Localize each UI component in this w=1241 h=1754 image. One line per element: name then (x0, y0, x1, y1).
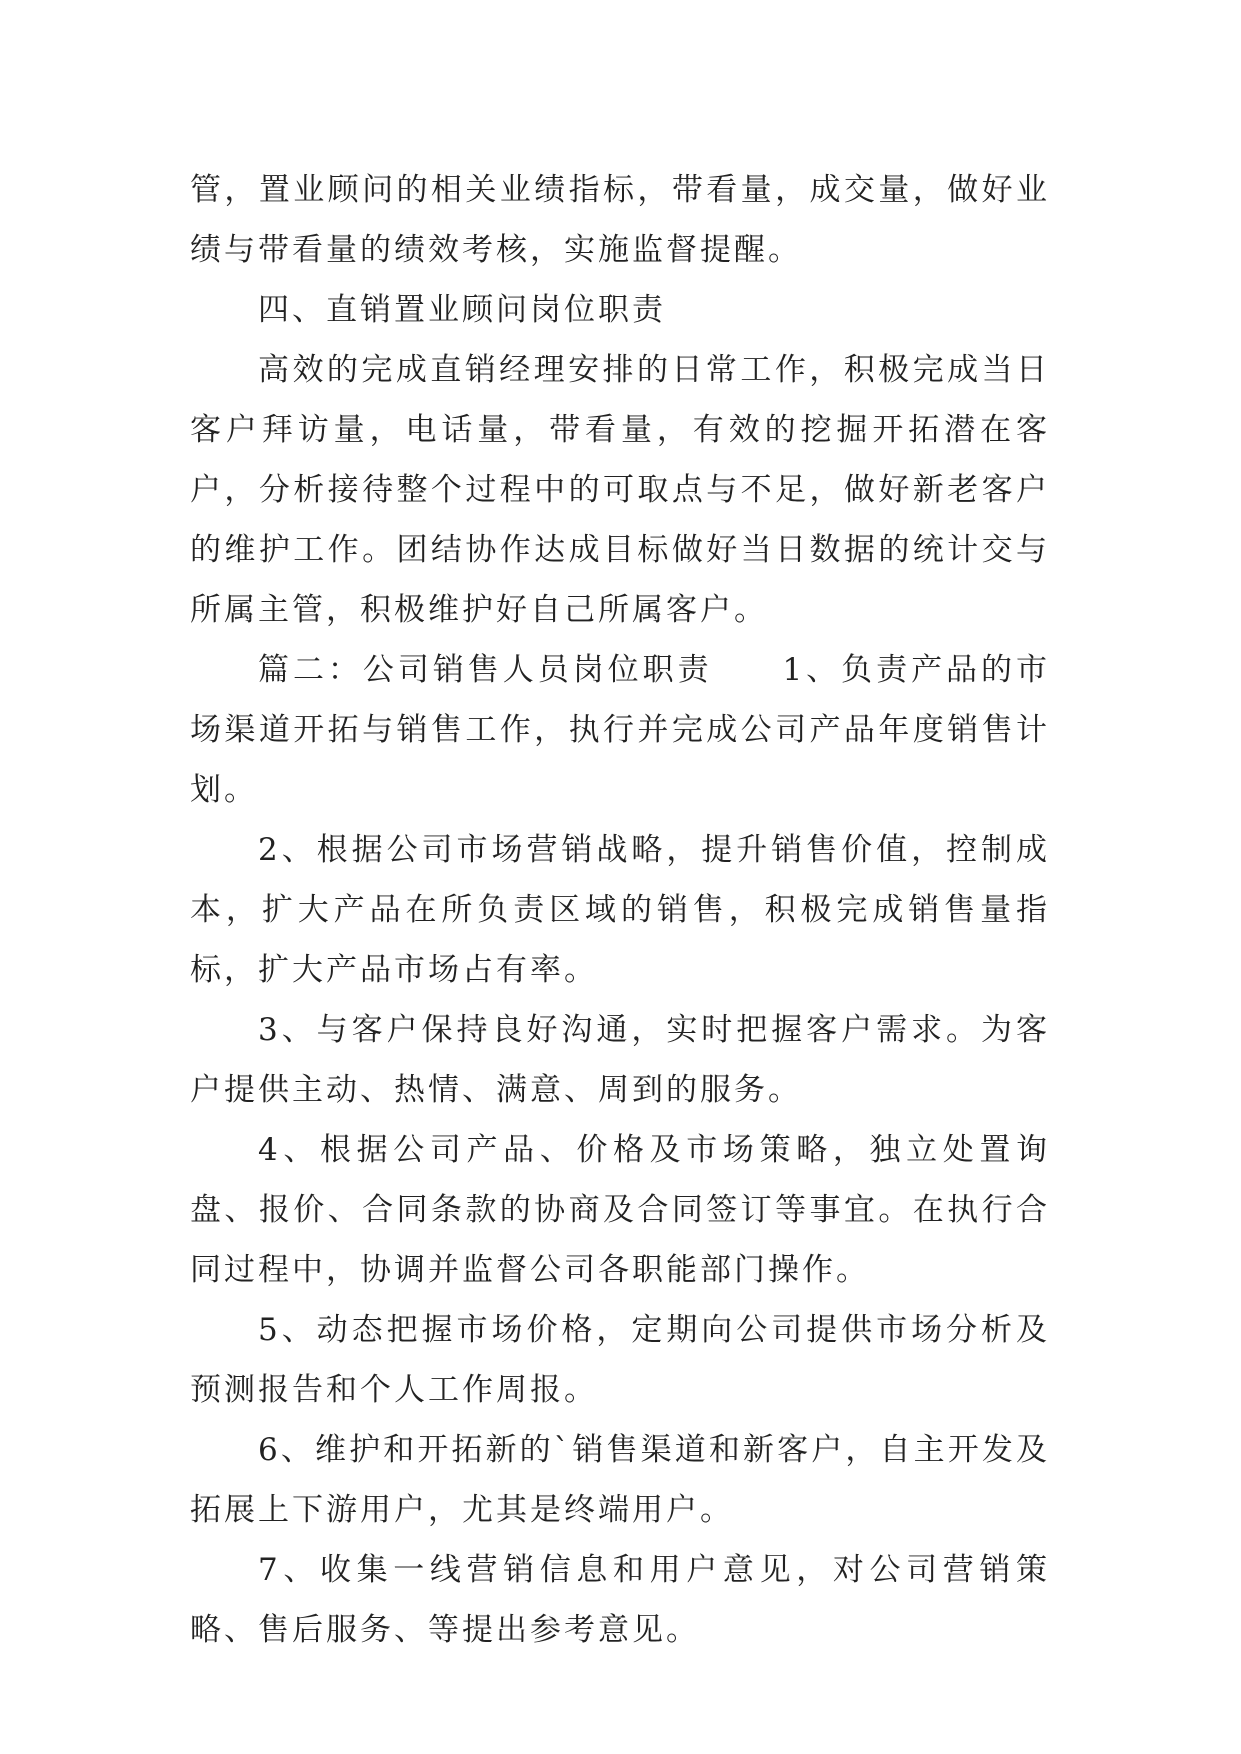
paragraph-item-7: 7、收集一线营销信息和用户意见，对公司营销策略、售后服务、等提出参考意见。 (190, 1552, 1050, 1648)
paragraph-item-6: 6、维护和开拓新的`销售渠道和新客户，自主开发及拓展上下游用户，尤其是终端用户。 (190, 1432, 1050, 1528)
paragraph-sales-consultant-duties: 高效的完成直销经理安排的日常工作，积极完成当日客户拜访量，电话量，带看量，有效的挖掘开拓潜在客户，分析接待整个过程中的可取点与不足，做好新老客户的维护工作。团结协作达成目标做好当日数据的统计交与所属主管，积极维护好自己所属客户。 (190, 352, 1050, 628)
paragraph-item-5: 5、动态把握市场价格，定期向公司提供市场分析及预测报告和个人工作周报。 (190, 1312, 1050, 1408)
paragraph-item-4: 4、根据公司产品、价格及市场策略，独立处置询盘、报价、合同条款的协商及合同签订等事宜。在执行合同过程中，协调并监督公司各职能部门操作。 (190, 1132, 1050, 1288)
paragraph-continuation: 管，置业顾问的相关业绩指标，带看量，成交量，做好业绩与带看量的绩效考核，实施监督提醒。 (190, 172, 1050, 268)
paragraph-part-two-item-1: 篇二：公司销售人员岗位职责 1、负责产品的市场渠道开拓与销售工作，执行并完成公司产品年度销售计划。 (190, 652, 1050, 808)
section-heading: 四、直销置业顾问岗位职责 (258, 292, 666, 328)
document-body (190, 160, 1050, 1660)
paragraph-item-2: 2、根据公司市场营销战略，提升销售价值，控制成本，扩大产品在所负责区域的销售，积极完成销售量指标，扩大产品市场占有率。 (190, 832, 1050, 988)
paragraph-item-3: 3、与客户保持良好沟通，实时把握客户需求。为客户提供主动、热情、满意、周到的服务。 (190, 1012, 1050, 1108)
